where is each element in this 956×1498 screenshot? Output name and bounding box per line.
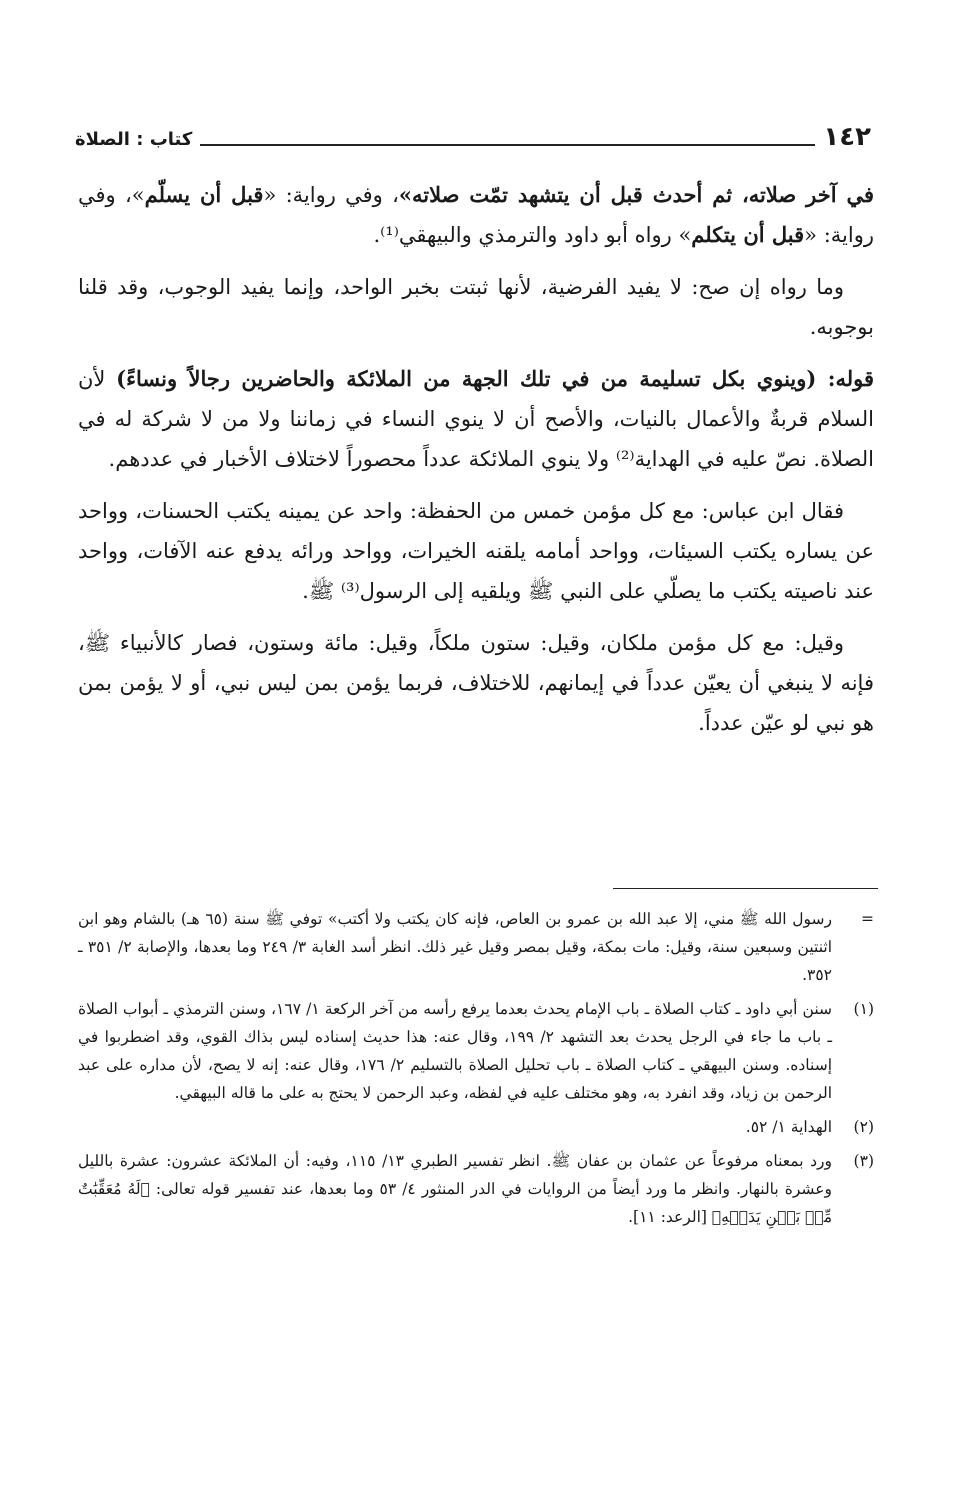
footnote-marker: (٢) [853,1118,874,1136]
footnote-marker: (١) [853,1000,874,1018]
footnote-text: رسول الله ﷺ مني، إلا عبد الله بن عمرو بن العاص، فإنه كان يكتب ولا أكتب» توفي ﷺ سنة (٦٥ هـ) بالشام وهو ابن اثنتين وسبعين سنة، وقيل: مات بمكة، وقيل بمصر وقيل غير ذلك. انظر أسد الغابة ٣/ ٢٤٩ وما بعدها، والإصابة ٢/ ٣٥١ ـ ٣٥٢. [78,910,833,984]
footnote-separator [613,888,878,889]
main-text [78,175,874,755]
commentary: لأن السلام قربةٌ والأعمال بالنيات، والأصح أن لا ينوي النساء في زماننا ولا من لا شركة له في الصلاة. نصّ عليه في الهداية⁽²⁾ ولا ينوي الملائكة عدداً محصوراً لاختلاف الأخبار في عددهم. [78,367,874,471]
header-title: كتاب : الصلاة [75,129,193,150]
footnotes [78,905,874,1237]
footnote-3 [78,1147,874,1231]
text-1: ، وفي رواية: « [263,183,399,207]
page-number: ١٤٢ [823,122,871,152]
footnote-2 [78,1113,874,1141]
paragraph-1 [78,175,874,255]
footnote-text: ورد بمعناه مرفوعاً عن عثمان بن عفان ﷺ. انظر تفسير الطبري ١٣/ ١١٥، وفيه: أن الملائكة عشرون: عشرة بالليل وعشرة بالنهار. وانظر ما ورد أيضاً من الروايات في الدر المنثور ٤/ ٥٣ وما بعدها، عند تفسير قوله تعالى: ﴿لَهُ مُعَقِّبَٰتٌ مِّنۢ بَيۡنِ يَدَيۡهِ﴾ [الرعد: ١١]. [78,1152,832,1226]
footnote-text: الهداية ١/ ٥٢. [745,1118,832,1136]
quote-bold-3: قبل أن يتكلم [691,222,805,247]
quote-bold-2: قبل أن يسلّم [144,182,264,207]
paragraph-4: فقال ابن عباس: مع كل مؤمن خمس من الحفظة: واحد عن يمينه يكتب الحسنات، وواحد عن يساره يكتب السيئات، وواحد أمامه يلقنه الخيرات، وواحد ورائه يدفع عنه الآفات، وواحد عند ناصيته يكتب ما يصلّي على النبي ﷺ ويلقيه إلى الرسول⁽³⁾ ﷺ. [78,499,874,603]
paragraph-3 [78,359,874,479]
header-rule [200,144,815,146]
running-header [75,112,871,152]
text-2: »، وفي رواية: « [78,183,874,247]
quote-bold-1: في آخر صلاته، ثم أحدث قبل أن يتشهد تمّت صلاته» [398,182,874,207]
footnote-continuation [78,905,874,989]
paragraph-2: وما رواه إن صح: لا يفيد الفرضية، لأنها ثبتت بخبر الواحد، وإنما يفيد الوجوب، وقد قلنا بوجوبه. [78,275,874,339]
matn-quote: قوله: (وينوي بكل تسليمة من في تلك الجهة من الملائكة والحاضرين رجالاً ونساءً) [116,366,875,391]
text-3: » رواه أبو داود والترمذي والبيهقي⁽¹⁾. [373,223,692,247]
paragraph-5: وقيل: مع كل مؤمن ملكان، وقيل: ستون ملكاً، وقيل: مائة وستون، فصار كالأنبياء ﷺ، فإنه لا ينبغي أن يعيّن عدداً في إيمانهم، للاختلاف، فربما يؤمن بمن ليس نبي، أو لا يؤمن بمن هو نبي لو عيّن عدداً. [78,631,874,735]
footnote-marker: = [861,910,874,928]
footnote-text: سنن أبي داود ـ كتاب الصلاة ـ باب الإمام يحدث بعدما يرفع رأسه من آخر الركعة ١/ ١٦٧، وسنن الترمذي ـ أبواب الصلاة ـ باب ما جاء في الرجل يحدث بعد التشهد ٢/ ١٩٩، وقال عنه: هذا حديث إسناده ليس بذاك القوي، وقد اضطربوا في إسناده. وسنن البيهقي ـ كتاب الصلاة ـ باب تحليل الصلاة بالتسليم ٢/ ١٧٦، وقال عنه: إنه لا يصح، لأن مداره على عبد الرحمن بن زياد، وقد انفرد به، وهو مختلف عليه في لفظه، وعبد الرحمن لا يحتج به على ما قاله البيهقي. [78,1000,832,1102]
footnote-1 [78,995,874,1107]
footnote-marker: (٣) [853,1152,874,1170]
